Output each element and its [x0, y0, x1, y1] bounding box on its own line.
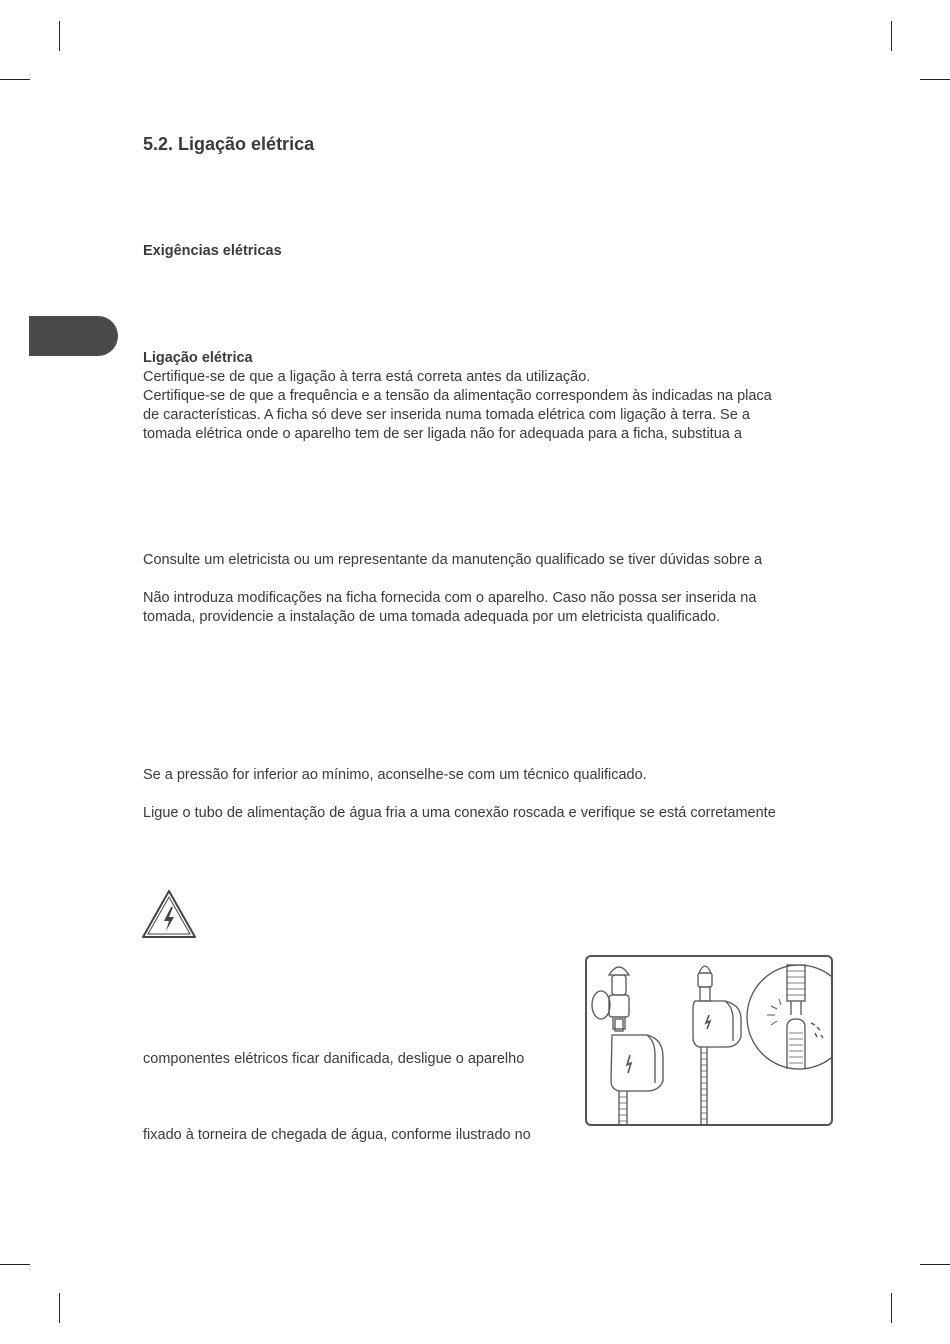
water-inlet-valve-illustration	[587, 957, 831, 1124]
crop-mark-top-right-h	[920, 79, 950, 80]
crop-mark-bottom-right-v	[891, 1293, 892, 1323]
crop-mark-bottom-left-h	[0, 1264, 30, 1265]
warning-line-2: fixado à torneira de chegada de água, conforme ilustrado no	[143, 1127, 531, 1143]
connection-line-2: Certifique-se de que a frequência e a tensão da alimentação correspondem às indicadas na placa	[143, 388, 772, 404]
modify-line-1: Não introduza modificações na ficha fornecida com o aparelho. Caso não possa ser inserida na	[143, 590, 757, 606]
section-side-tab	[29, 316, 118, 356]
crop-mark-top-right-v	[891, 21, 892, 51]
section-title: 5.2. Ligação elétrica	[143, 134, 315, 154]
connection-line-3: de características. A ficha só deve ser inserida numa tomada elétrica com ligação à terra. Se a	[143, 407, 750, 423]
connection-line-1: Certifique-se de que a ligação à terra está correta antes da utilização.	[143, 369, 591, 385]
pressure-line: Se a pressão for inferior ao mínimo, aconselhe-se com um técnico qualificado.	[143, 767, 647, 783]
crop-mark-bottom-right-h	[920, 1264, 950, 1265]
requirements-heading: Exigências elétricas	[143, 243, 282, 259]
connection-line-4: tomada elétrica onde o aparelho tem de ser ligada não for adequada para a ficha, substitua a	[143, 426, 742, 442]
crop-mark-top-left-v	[59, 21, 60, 51]
connect-line: Ligue o tubo de alimentação de água fria a uma conexão roscada e verifique se está corretamente	[143, 805, 776, 821]
water-inlet-figure	[585, 955, 833, 1126]
modify-line-2: tomada, providencie a instalação de uma tomada adequada por um eletricista qualificado.	[143, 609, 721, 625]
consult-line: Consulte um eletricista ou um representante da manutenção qualificado se tiver dúvidas sobre a	[143, 552, 763, 568]
connection-heading: Ligação elétrica	[143, 350, 253, 366]
crop-mark-bottom-left-v	[59, 1293, 60, 1323]
warning-line-1: componentes elétricos ficar danificada, desligue o aparelho	[143, 1051, 525, 1067]
electric-hazard-icon	[140, 888, 198, 940]
crop-mark-top-left-h	[0, 79, 30, 80]
